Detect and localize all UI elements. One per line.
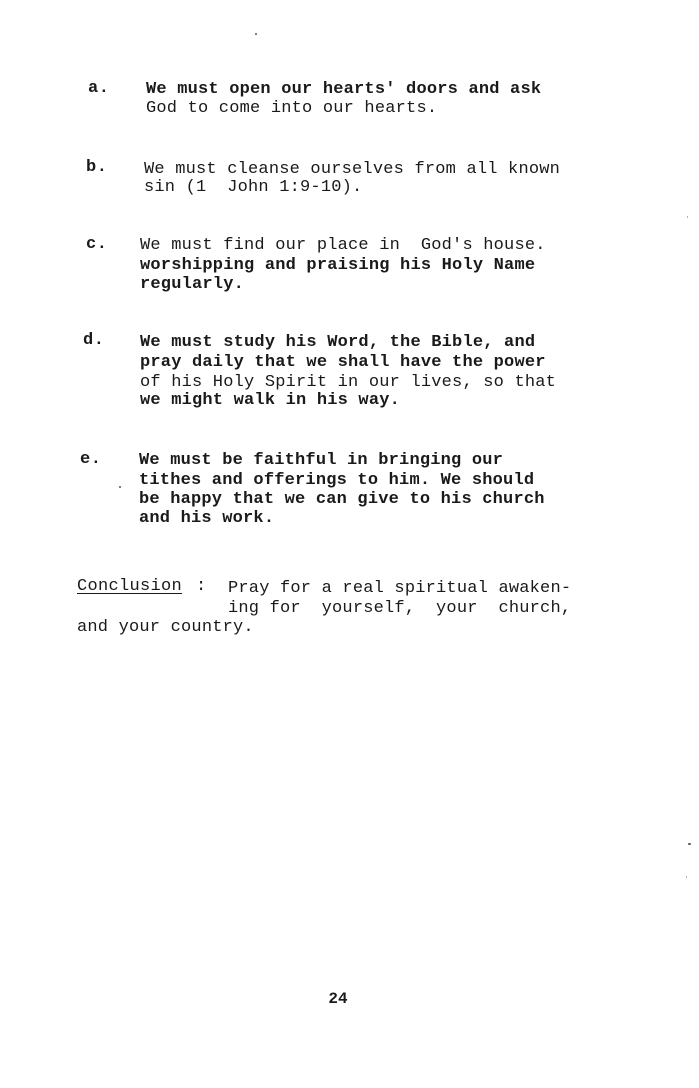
item-line: of his Holy Spirit in our lives, so that — [140, 373, 557, 392]
item-line: We must find our place in God's house. — [140, 236, 546, 255]
page-number: 24 — [328, 990, 348, 1008]
print-speck — [688, 843, 691, 845]
item-line: We must be faithful in bringing our — [139, 451, 504, 470]
conclusion-colon: : — [196, 577, 207, 596]
item-line: We must study his Word, the Bible, and — [140, 333, 536, 352]
item-line: be happy that we can give to his church — [139, 490, 545, 509]
item-line: pray daily that we shall have the power — [140, 353, 546, 372]
item-letter: c. — [86, 235, 108, 254]
item-line: regularly. — [140, 275, 245, 294]
item-line: We must open our hearts' doors and ask — [146, 80, 542, 99]
item-letter: b. — [86, 158, 108, 177]
item-letter: d. — [83, 331, 105, 350]
item-letter: a. — [88, 79, 110, 98]
item-letter: e. — [80, 450, 102, 469]
print-speck — [119, 486, 121, 488]
conclusion-line: and your country. — [77, 618, 254, 637]
conclusion-line: Pray for a real spiritual awaken- — [228, 579, 572, 598]
item-line: We must cleanse ourselves from all known — [144, 160, 561, 179]
conclusion-line: ing for yourself, your church, — [228, 599, 572, 618]
item-line: and his work. — [139, 509, 275, 528]
print-speck — [687, 216, 688, 218]
item-line: we might walk in his way. — [140, 391, 401, 410]
conclusion-heading: Conclusion — [77, 577, 183, 596]
item-line: tithes and offerings to him. We should — [139, 471, 535, 490]
print-speck — [686, 876, 687, 878]
item-line: God to come into our hearts. — [146, 99, 438, 118]
print-speck — [255, 33, 257, 35]
item-line: worshipping and praising his Holy Name — [140, 256, 536, 275]
item-line: sin (1 John 1:9-10). — [144, 178, 363, 197]
